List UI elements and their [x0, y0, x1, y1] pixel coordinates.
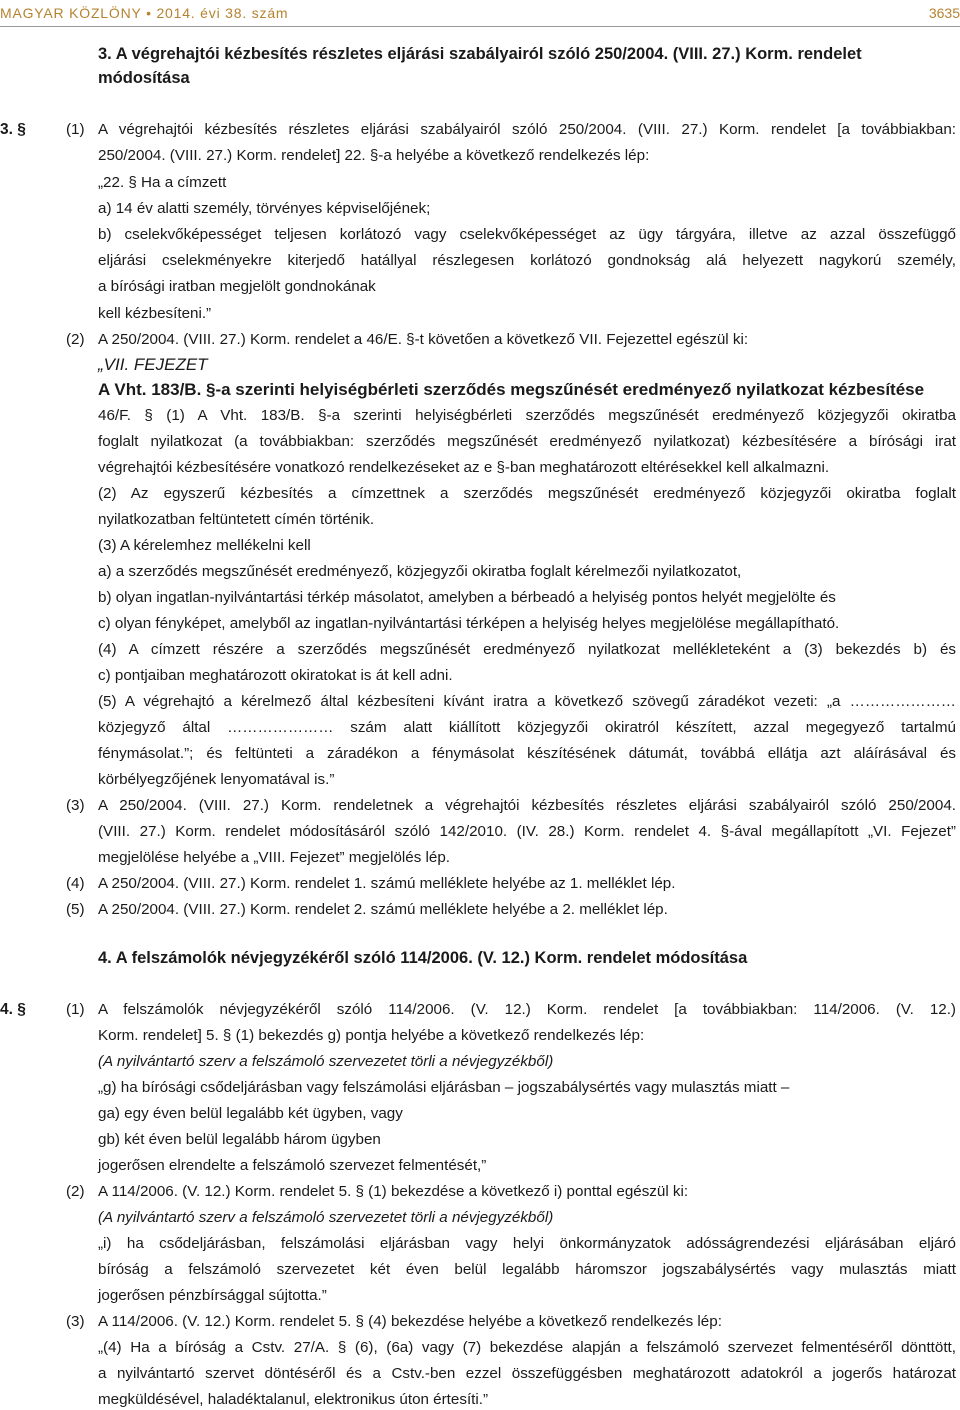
body-text: (3) A kérelemhez mellékelni kell — [98, 537, 311, 554]
quoted-text: kell kézbesíteni.” — [98, 305, 212, 322]
quoted-text: „g) ha bírósági csődeljárásban vagy felszámolási eljárásban – jogszabálysértés vagy mulasztás miatt – — [98, 1079, 790, 1096]
paragraph-text: (VIII. 27.) Korm. rendelet módosításáról szóló 142/2010. (IV. 28.) Korm. rendelet 4. §-ával megállapított „VI. Fejezet” — [98, 823, 956, 840]
body-text: körbélyegzőjének lenyomatával is.” — [98, 771, 335, 788]
quoted-text: „(4) Ha a bíróság a Cstv. 27/A. § (6), (6a) vagy (7) bekezdése alapján a felszámoló szervezet felmentéséről dönttött, — [98, 1339, 956, 1356]
paragraph-text: A felszámolók névjegyzékéről szóló 114/2006. (V. 12.) Korm. rendelet [a továbbiakban: 114/2006. (V. 12.) — [98, 1001, 956, 1018]
quoted-text: a bírósági iratban megjelölt gondnokának — [98, 278, 376, 295]
quoted-text: bíróság a felszámoló szervezetet két éven belül legalább háromszor jogszabálysértés vagy mulasztás miatt — [98, 1261, 956, 1278]
chapter-title: „VII. FEJEZET — [98, 355, 208, 374]
paragraph-text: A 250/2004. (VIII. 27.) Korm. rendelet 2. számú melléklete helyébe a 2. melléklet lép. — [98, 901, 668, 918]
journal-title: MAGYAR KÖZLÖNY • 2014. évi 38. szám — [0, 5, 289, 21]
paragraph-number: (3) — [66, 797, 85, 814]
paragraph-number: (4) — [66, 875, 85, 892]
paragraph-number: (2) — [66, 1183, 85, 1200]
page-header — [0, 0, 960, 26]
body-text: (5) A végrehajtó a kérelmező által kézbesíteni kívánt iratra a következő szövegű záradékot vezeti: „a ………………… — [98, 693, 956, 710]
paragraph-text: Korm. rendelet] 5. § (1) bekezdés g) pontja helyébe a következő rendelkezés lép: — [98, 1027, 645, 1044]
body-text: c) pontjaiban meghatározott okiratokat is át kell adni. — [98, 667, 453, 684]
body-text: végrehajtói kézbesítésére vonatkozó rendelkezéseket az e §-ban meghatározott eltérésekkel kell alkalmazni. — [98, 459, 830, 476]
paragraph-text: 250/2004. (VIII. 27.) Korm. rendelet] 22. §-a helyébe a következő rendelkezés lép: — [98, 147, 650, 164]
section-3-title: 3. A végrehajtói kézbesítés részletes eljárási szabályairól szóló 250/2004. (VIII. 27.) Korm. rendelet — [98, 45, 862, 63]
italic-preamble: (A nyilvántartó szerv a felszámoló szervezetet törli a névjegyzékből) — [98, 1209, 554, 1226]
italic-preamble: (A nyilvántartó szerv a felszámoló szervezetet törli a névjegyzékből) — [98, 1053, 554, 1070]
header-rule — [0, 26, 960, 27]
paragraph-text: A végrehajtói kézbesítés részletes eljárási szabályairól szóló 250/2004. (VIII. 27.) Korm. rendelet [a továbbiakban: — [98, 121, 956, 138]
quoted-text: eljárási cselekményekre kiterjedő hatállyal részlegesen korlátozó gondnokság alá helyezett nagykorú személy, — [98, 252, 956, 269]
article-3-number: 3. § — [0, 121, 26, 138]
quoted-text: a) 14 év alatti személy, törvényes képviselőjének; — [98, 200, 431, 217]
paragraph-text: megjelölése helyébe a „VIII. Fejezet” megjelölés lép. — [98, 849, 451, 866]
body-text: foglalt nyilatkozat (a továbbiakban: szerződés megszűnését eredményező nyilatkozat) kézbesítésére a bírósági irat — [98, 433, 956, 450]
quoted-text: gb) két éven belül legalább három ügyben — [98, 1131, 381, 1148]
quoted-text: jogerősen pénzbírsággal sújtotta.” — [98, 1287, 327, 1304]
quoted-text: a nyilvántartó szervet döntéséről és a Cstv.-ben ezzel összefüggésben meghatározott adatokról a jogerős határozat — [98, 1365, 956, 1382]
body-text: (4) A címzett részére a szerződés megszűnését eredményező nyilatkozat mellékleteként a (3) bekezdés b) és — [98, 641, 956, 658]
page-number: 3635 — [928, 5, 960, 21]
paragraph-text: A 250/2004. (VIII. 27.) Korm. rendelet 1. számú melléklete helyébe az 1. melléklet lép. — [98, 875, 676, 892]
paragraph-number: (1) — [66, 1001, 85, 1018]
quoted-text: megküldésével, haladéktalanul, elektronikus úton értesíti.” — [98, 1391, 489, 1408]
section-3-title-cont: módosítása — [98, 69, 190, 87]
paragraph-text: A 114/2006. (V. 12.) Korm. rendelet 5. § (1) bekezdése a következő i) ponttal egészül ki: — [98, 1183, 689, 1200]
body-text: a) a szerződés megszűnését eredményező, közjegyzői okiratba foglalt kérelmezői nyilatkozatot, — [98, 563, 742, 580]
body-text: (2) Az egyszerű kézbesítés a címzettnek a szerződés megszűnését eredményező közjegyzői okiratba foglalt — [98, 485, 956, 502]
paragraph-number: (2) — [66, 331, 85, 348]
quoted-text: „i) ha csődeljárásban, felszámolási eljárásban vagy helyi önkormányzatok adósságrendezési eljárásában eljáró — [98, 1235, 956, 1252]
body-text: fénymásolat.”; és feltünteti a záradékon a fénymásolat készítésének dátumát, továbbá ellátja azt aláírásával és — [98, 745, 956, 762]
quoted-text: „22. § Ha a címzett — [98, 174, 227, 191]
paragraph-number: (5) — [66, 901, 85, 918]
paragraph-number: (1) — [66, 121, 85, 138]
body-text: c) olyan fényképet, amelyből az ingatlan-nyilvántartási térképen a helyiség helyes megjelölése megállapítható. — [98, 615, 840, 632]
paragraph-text: A 114/2006. (V. 12.) Korm. rendelet 5. § (4) bekezdése helyébe a következő rendelkezés lép: — [98, 1313, 722, 1330]
body-text: 46/F. § (1) A Vht. 183/B. §-a szerinti helyiségbérleti szerződés megszűnését eredményező közjegyzői okiratba — [98, 407, 956, 424]
section-4-title: 4. A felszámolók névjegyzékéről szóló 114/2006. (V. 12.) Korm. rendelet módosítása — [98, 949, 748, 967]
paragraph-number: (3) — [66, 1313, 85, 1330]
subsection-title: A Vht. 183/B. §-a szerinti helyiségbérleti szerződés megszűnését eredményező nyilatkozat kézbesítése — [98, 380, 925, 399]
body-text: közjegyző által ………………… szám alatt kiállított közjegyzői okiratról készített, azzal megegyező tartalmú — [98, 719, 956, 736]
quoted-text: b) cselekvőképességet teljesen korlátozó vagy cselekvőképességet az ügy tárgyára, illetve az azzal összefüggő — [98, 226, 956, 243]
quoted-text: ga) egy éven belül legalább két ügyben, vagy — [98, 1105, 403, 1122]
quoted-text: jogerősen elrendelte a felszámoló szervezet felmentését,” — [98, 1157, 487, 1174]
paragraph-text: A 250/2004. (VIII. 27.) Korm. rendelet a 46/E. §-t követően a következő VII. Fejezettel egészül ki: — [98, 331, 749, 348]
body-text: b) olyan ingatlan-nyilvántartási térkép másolatot, amelyben a bérbeadó a helyiség pontos helyét megjelölte és — [98, 589, 836, 606]
body-text: nyilatkozatban feltüntetett címén történik. — [98, 511, 375, 528]
article-4-number: 4. § — [0, 1001, 26, 1018]
paragraph-text: A 250/2004. (VIII. 27.) Korm. rendeletnek a végrehajtói kézbesítés részletes eljárási szabályairól szóló 250/2004. — [98, 797, 956, 814]
